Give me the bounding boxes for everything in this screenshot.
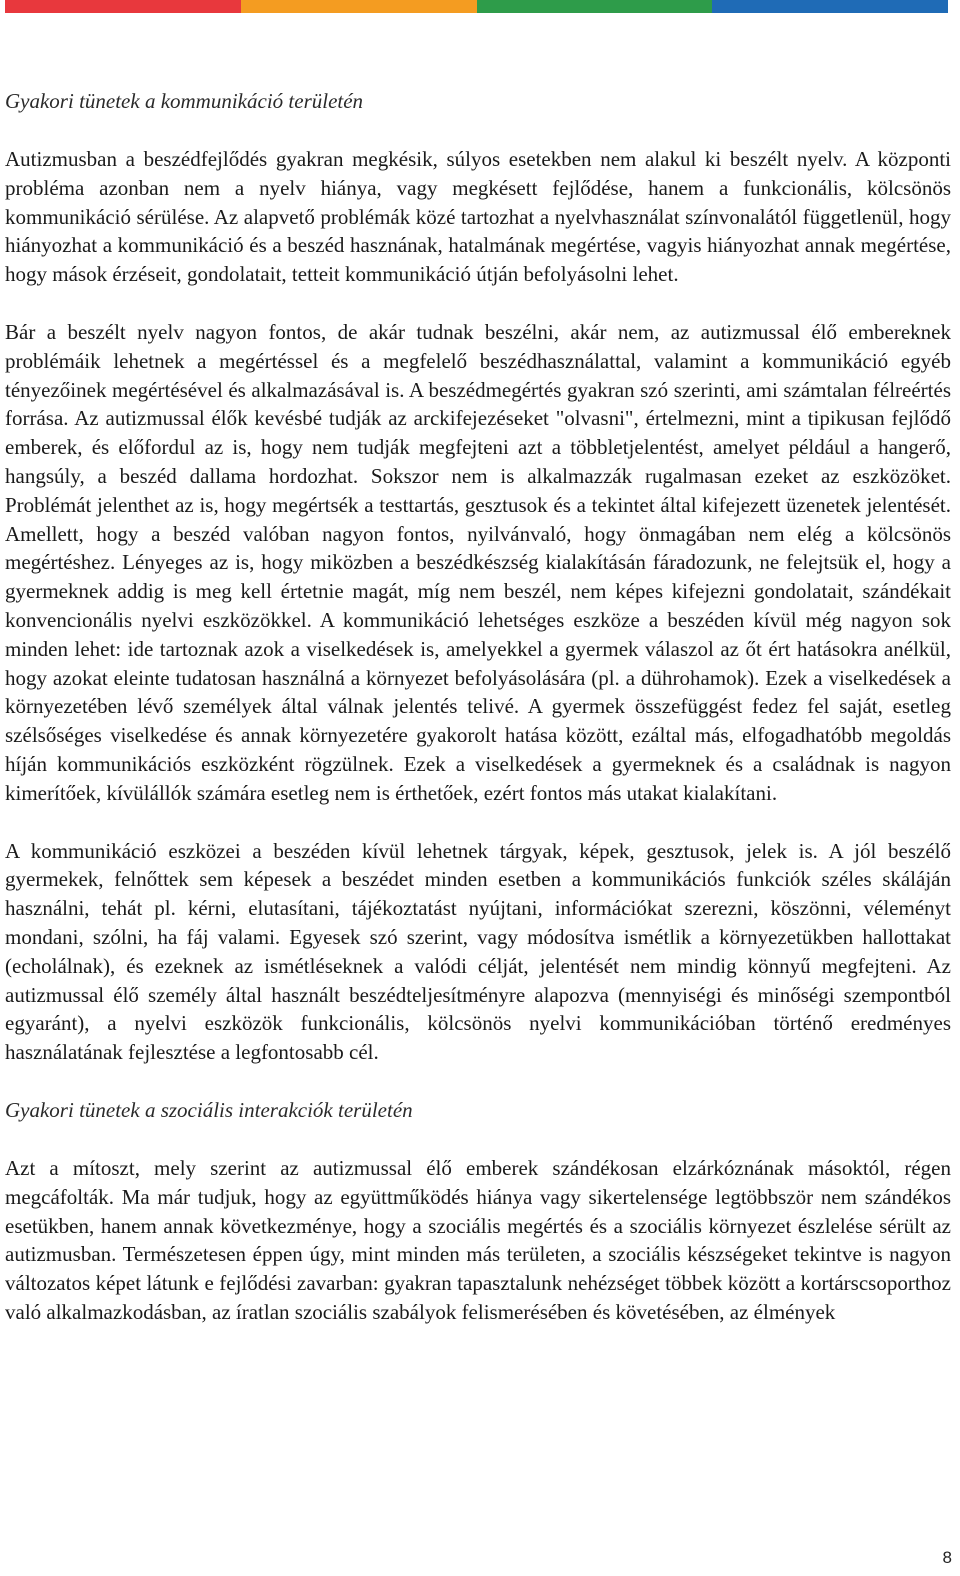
paragraph: Azt a mítoszt, mely szerint az autizmussal élő emberek szándékosan elzárkóznának másoktól, régen megcáfolták. Ma már tudjuk, hogy az együttműködés hiánya vagy sikertelensége legtöbbször nem szándékos esetükben, hanem annak következménye, hogy a szociális megértés és a szociális környezet észlelése sérült az autizmusban. Természetesen éppen úgy, mint minden más területen, a szociális készségeket tekintve is nagyon változatos képet látunk e fejlődési zavarban: gyakran tapasztalunk nehézséget többek között a kortárscsoporthoz való alkalmazkodásban, az íratlan szociális szabályok felismerésében és követésében, az élmények: [5, 1155, 951, 1324]
header-color-bar: [5, 0, 948, 13]
header-bar-green: [477, 0, 713, 13]
paragraph: Autizmusban a beszédfejlődés gyakran megkésik, súlyos esetekben nem alakul ki beszélt nyelv. A központi probléma azonban nem a nyelv hiánya, vagy megkésett fejlődése, hanem a funkcionális, kölcsönös kommunikáció sérülése. Az alapvető problémák közé tartozhat a nyelvhasználat színvonalától függetlenül, hogy hiányozhat a kommunikáció és a beszéd hasznának, hatalmának megértése, vagyis hiányozhat annak megértése, hogy mások érzéseit, gondolatait, tetteit kommunikáció útján befolyásolni lehet.: [5, 147, 951, 287]
paragraph: A kommunikáció eszközei a beszéden kívül lehetnek tárgyak, képek, gesztusok, jelek is. A jól beszélő gyermekek, felnőttek sem képesek a beszédet minden esetben a kommunikációs funkciók széles skáláján használni, tehát pl. kérni, elutasítani, tájékoztatást nyújtani, információkat szerezni, köszönni, véleményt mondani, szólni, ha fáj valami. Egyesek szó szerint, vagy módosítva ismétlik a környezetükben hallottakat (echolálnak), és ezeknek az ismétléseknek a valódi célját, jelentését nem mindig könnyű megfejteni. Az autizmussal élő személy által használt beszédteljesítményre alapozva (mennyiségi és minőségi szempontból egyaránt), a nyelvi eszközök funkcionális, kölcsönös nyelvi kommunikációban történő eredményes használatának fejlesztése a legfontosabb cél.: [5, 838, 951, 1065]
header-bar-orange: [241, 0, 477, 13]
page-number: 8: [942, 1548, 952, 1567]
paragraph: Bár a beszélt nyelv nagyon fontos, de akár tudnak beszélni, akár nem, az autizmussal élő embereknek problémáik lehetnek a megértéssel és a megfelelő beszédhasználattal, valamint a kommunikáció egyéb tényezőinek megértésével és alkalmazásával is. A beszédmegértés gyakran szó szerinti, ami számtalan félreértés forrása. Az autizmussal élők kevésbé tudják az arckifejezéseket "olvasni", értelmezni, mint a tipikusan fejlődő emberek, és előfordul az is, hogy nem tudják megfejteni azt a többletjelentést, amelyet például a hangerő, hangsúly, a beszéd dallama hordozhat. Sokszor nem is alkalmazzák rugalmasan ezeket az eszközöket. Problémát jelenthet az is, hogy megértsék a testtartás, gesztusok és a tekintet által kifejezett üzenetek jelentését. Amellett, hogy a beszéd valóban nagyon fontos, nyilvánvaló, hogy önmagában nem elég a kölcsönös megértéshez. Lényeges az is, hogy miközben a beszédkészség kialakításán fáradozunk, ne felejtsük el, hogy a gyermeknek addig is meg kell értetnie magát, míg nem beszél, nem képes kifejezni gondolatait, szándékait konvencionális nyelvi eszközökkel. A kommunikáció lehetséges eszköze a beszéden kívül még nagyon sok minden lehet: ide tartoznak azok a viselkedések is, amelyekkel a gyermek válaszol az őt ért hatásokra anélkül, hogy azokat eleinte tudatosan használná a környezet befolyásolására (pl. a dührohamok). Ezek a viselkedések a környezetében lévő személyek által válnak jelentés telivé. A gyermek összefüggést fedez fel saját, esetleg szélsőséges viselkedése és annak környezetére gyakorolt hatása között, ezáltal más, elfogadhatóbb megoldás híján kommunikációs eszközként rögzülnek. Ezek a viselkedések a gyermeknek és a családnak is nagyon kimerítőek, kívülállók számára esetleg nem is érthetőek, ezért fontos más utakat kialakítani.: [5, 319, 951, 805]
section-heading-social-interactions: Gyakori tünetek a szociális interakciók területén: [5, 1097, 413, 1122]
document-body: [5, 87, 951, 1356]
header-bar-blue: [712, 0, 948, 13]
section-heading-communication: Gyakori tünetek a kommunikáció területén: [5, 89, 364, 113]
header-bar-red: [5, 0, 241, 13]
